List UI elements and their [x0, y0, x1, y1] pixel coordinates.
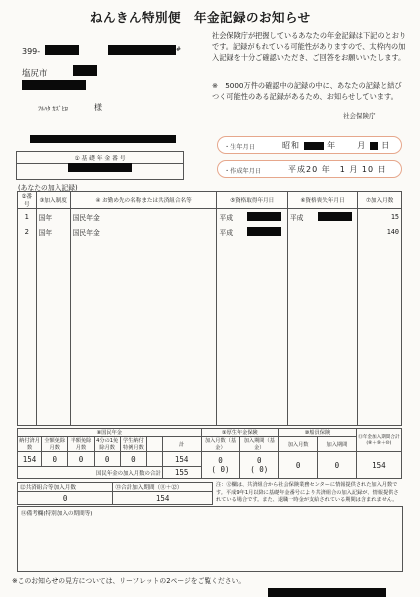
- records-header-row: [18, 192, 402, 209]
- summary-table: [17, 428, 402, 479]
- col-seamen-period: 加入期間: [317, 437, 356, 452]
- row-months: 140: [358, 224, 402, 239]
- val-grand-total: 154: [356, 452, 401, 479]
- val-mutual: 0: [18, 492, 113, 505]
- kosei-fund-period: ( 0): [250, 465, 269, 474]
- row-employer: 国民年金: [70, 224, 217, 239]
- col-kosei-period: 加入期間（基金）: [240, 437, 279, 452]
- redacted-postal: [45, 45, 79, 55]
- acquired-era: 平成: [219, 213, 234, 222]
- birth-month-unit: 月: [357, 141, 367, 150]
- birth-day-unit: 日: [381, 141, 391, 150]
- kosei-heading: ⑨厚生年金保険: [201, 429, 279, 437]
- created-date-label: ・作成年月日: [224, 168, 262, 175]
- row-system: 国年: [36, 209, 70, 225]
- val-student: 0: [120, 452, 146, 467]
- header-employer: ④ お勤め先の名称または共済組合名等: [70, 192, 217, 209]
- header-system: ③加入制度: [36, 192, 70, 209]
- row-months: 15: [358, 209, 402, 225]
- issuer-agency: 社会保険庁: [343, 112, 376, 120]
- redacted-barcode: [108, 45, 176, 55]
- birth-date-label: ・生年月日: [224, 144, 255, 151]
- records-table: [17, 191, 402, 426]
- col-kosei-months: 加入月数（基金）: [201, 437, 240, 452]
- redacted-pension-number: [68, 163, 132, 172]
- table-row: [18, 209, 402, 225]
- footer-note: ※このお知らせの見方については、リーフレットの2ページをご覧ください。: [12, 577, 246, 585]
- pension-number-label: ① 基 礎 年 金 番 号: [17, 152, 184, 164]
- val-seamen-months: 0: [279, 452, 318, 479]
- lost-era: 平成: [289, 213, 304, 222]
- val-national-total: 155: [162, 467, 201, 479]
- col-seamen-months: 加入月数: [279, 437, 318, 452]
- row-employer: 国民年金: [70, 209, 217, 225]
- val-kosei-period: [240, 452, 279, 479]
- header-number: ②番号: [18, 192, 37, 209]
- row-lost: [287, 209, 357, 225]
- acquired-era: 平成: [219, 228, 234, 237]
- val-combined: 154: [113, 492, 213, 505]
- kosei-months: 0: [218, 456, 223, 465]
- val-subtotal: 154: [162, 452, 201, 467]
- remarks-box: [17, 506, 403, 572]
- header-lost-date: ⑥資格喪失年月日: [287, 192, 357, 209]
- kosei-fund-months: ( 0): [211, 465, 230, 474]
- col-subtotal: 計: [162, 437, 201, 452]
- created-date-value: 平成20 年 1 月 10 日: [288, 165, 387, 174]
- val-half-exempt: 0: [68, 452, 94, 467]
- national-pension-heading: ⑧国民年金: [18, 429, 202, 437]
- col-quarter-exempt: 4分の1免除月数: [94, 437, 120, 452]
- mutual-aid-table: [17, 482, 213, 505]
- row-number: 2: [18, 224, 37, 239]
- val-quarter-exempt: 0: [94, 452, 120, 467]
- combined-label: ⑬合計加入期間（⑪＋⑫）: [113, 483, 213, 492]
- val-seamen-period: 0: [317, 452, 356, 479]
- birth-era: 昭和: [282, 141, 300, 150]
- mutual-aid-note: 注：⑫欄は、共済組合から社会保険業務センターに情報提供された加入月数です。平成9年1月以降に基礎年金番号により共済組合の加入記録が、情報提供されている場合です。また、退職一時金が支給されている期間は含まれません。: [216, 482, 399, 503]
- val-paid: 154: [18, 452, 42, 467]
- postal-code: 399-: [22, 47, 41, 56]
- redacted-address: [73, 65, 97, 76]
- total-heading: ⑪年金加入期間合計 (⑧＋⑨＋⑩): [356, 429, 401, 452]
- national-total-label: 国民年金の加入月数の合計: [18, 467, 163, 479]
- val-kosei-months: [201, 452, 240, 479]
- col-student: 学生納付特例月数: [120, 437, 146, 452]
- seamen-heading: ⑩船員保険: [279, 429, 357, 437]
- remarks-label: ⑭備考欄(特別加入の期間等): [21, 511, 93, 517]
- header-acquired-date: ⑤資格取得年月日: [217, 192, 287, 209]
- row-number: 1: [18, 209, 37, 225]
- val-full-exempt: 0: [42, 452, 68, 467]
- mutual-label: ⑫共済組合等加入月数: [18, 483, 113, 492]
- notice-5000man: ※ 5000万件の確認中の記録の中に、あなたの記録と結びつく可能性のある記録があるため、お知らせしています。: [212, 81, 402, 101]
- created-date-box: [217, 160, 402, 178]
- row-acquired: [217, 209, 287, 225]
- redacted-footer-code: [268, 588, 386, 597]
- row-acquired: [217, 224, 287, 239]
- address-city: 塩尻市: [22, 69, 48, 79]
- recipient-name-kana: ﾌﾙﾊﾀ ｶｽﾞﾋﾛ: [38, 106, 68, 113]
- row-system: 国年: [36, 224, 70, 239]
- col-paid: 納付済月数: [19, 438, 40, 451]
- row-lost: [287, 224, 357, 239]
- header-months: ⑦加入月数: [358, 192, 402, 209]
- col-full-exempt: 全額免除月数: [42, 437, 68, 452]
- recipient-honorific: 様: [94, 103, 102, 112]
- birth-date-value: [282, 140, 390, 151]
- redacted-customer-barcode: [30, 135, 176, 143]
- records-title: (あなたの加入記録): [18, 184, 78, 192]
- birth-date-box: [217, 136, 402, 154]
- table-empty-area: [18, 239, 402, 426]
- kosei-period: 0: [257, 456, 262, 465]
- redacted-address-line: [22, 80, 86, 90]
- table-row: [18, 224, 402, 239]
- notice-text: 社会保険庁が把握しているあなたの年金記録は下記のとおりです。記録がもれている可能性がありますので、太枠内の加入記録を十分ご確認いただき、ご回答をお願いいたします。: [212, 31, 407, 62]
- birth-year-unit: 年: [327, 141, 337, 150]
- page-title: ねんきん特別便 年金記録のお知らせ: [90, 10, 311, 25]
- col-half-exempt: 半額免除月数: [68, 437, 94, 452]
